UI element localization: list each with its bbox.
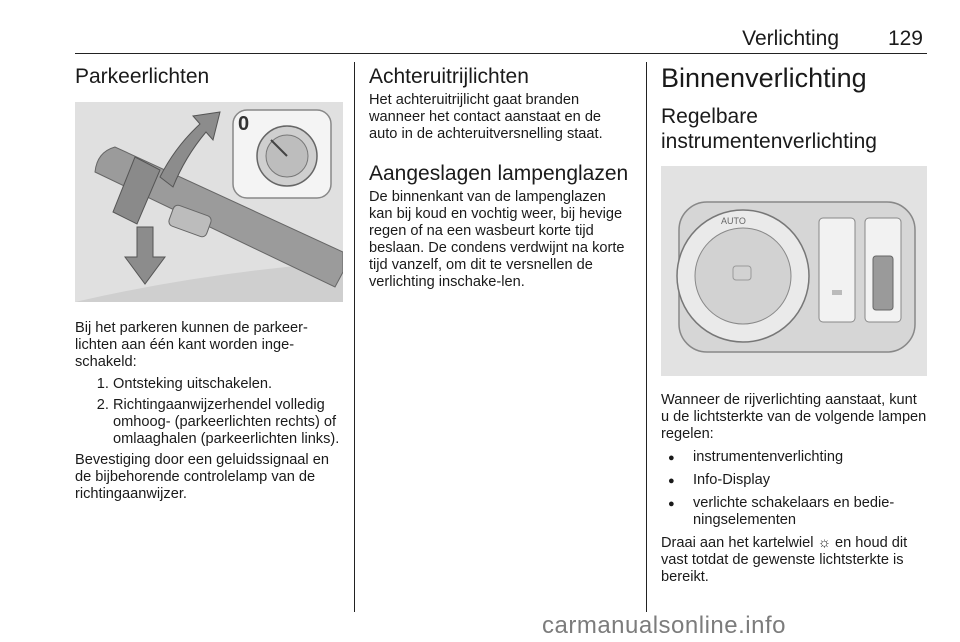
body-aangeslagen-lampenglazen: De binnenkant van de lampenglazen kan bij koud en vochtig weer, bij hevige regen of na een wasbeurt korte tijd beslaan. De condens verdwijnt na korte tijd vanzelf, om dit te versnellen de verlichting inschake-len. xyxy=(369,189,625,290)
outro-paragraph: Draai aan het kartelwiel ☼ en houd dit vast totdat de gewenste lichtsterkte is bereikt. xyxy=(661,535,908,585)
page-header xyxy=(75,27,927,51)
intro-paragraph: Bij het parkeren kunnen de parkeer-lichten aan één kant worden inge-schakeld: xyxy=(75,320,308,370)
figure-light-switch xyxy=(661,166,927,376)
list-item: ● verlichte schakelaars en bedie-ningselementen xyxy=(693,495,927,529)
light-switch-panel-illustration-icon xyxy=(661,166,927,376)
intro-paragraph: Wanneer de rijverlichting aanstaat, kunt u de lichtsterkte van de volgende lampen regelen: xyxy=(661,392,927,442)
body-achteruitrijlichten: Het achteruitrijlicht gaat branden wanneer het contact aanstaat en de auto in de achteruitversnelling staat. xyxy=(369,92,603,142)
heading-binnenverlichting: Binnenverlichting xyxy=(661,63,867,93)
list-item: ● instrumentenverlichting xyxy=(693,449,927,466)
header-rule xyxy=(75,53,927,54)
column-divider-1 xyxy=(354,62,355,612)
left-column xyxy=(75,62,343,503)
heading-achteruitrijlichten: Achteruitrijlichten xyxy=(369,65,529,88)
steps-list xyxy=(75,376,343,448)
subheading-instrumentenverlichting: Regelbare instrumentenverlichting xyxy=(661,105,877,153)
list-item: 2. Richtingaanwijzerhendel volledig omhoog- (parkeerlichten rechts) of omlaaghalen (parkeerlichten links). xyxy=(113,397,343,448)
switch-zero-label: 0 xyxy=(238,113,250,135)
watermark: carmanualsonline.info xyxy=(542,612,786,639)
heading-parkeerlichten: Parkeerlichten xyxy=(75,65,210,88)
page-number: 129 xyxy=(887,27,923,50)
auto-label: AUTO xyxy=(721,216,746,226)
lever-and-switch-illustration-icon xyxy=(75,102,343,302)
column-divider-2 xyxy=(646,62,647,612)
outro-paragraph: Bevestiging door een geluidssignaal en de bijbehorende controlelamp van de richtingaanwijzer. xyxy=(75,452,329,502)
heading-aangeslagen-lampenglazen: Aangeslagen lampenglazen xyxy=(369,162,629,185)
list-item: ● Info-Display xyxy=(693,472,927,489)
lamps-list xyxy=(661,449,927,529)
figure-indicator-lever xyxy=(75,102,343,302)
list-item: 1. Ontsteking uitschakelen. xyxy=(113,376,343,393)
middle-column xyxy=(369,62,633,291)
section-title: Verlichting xyxy=(742,27,839,50)
right-column xyxy=(661,62,927,586)
